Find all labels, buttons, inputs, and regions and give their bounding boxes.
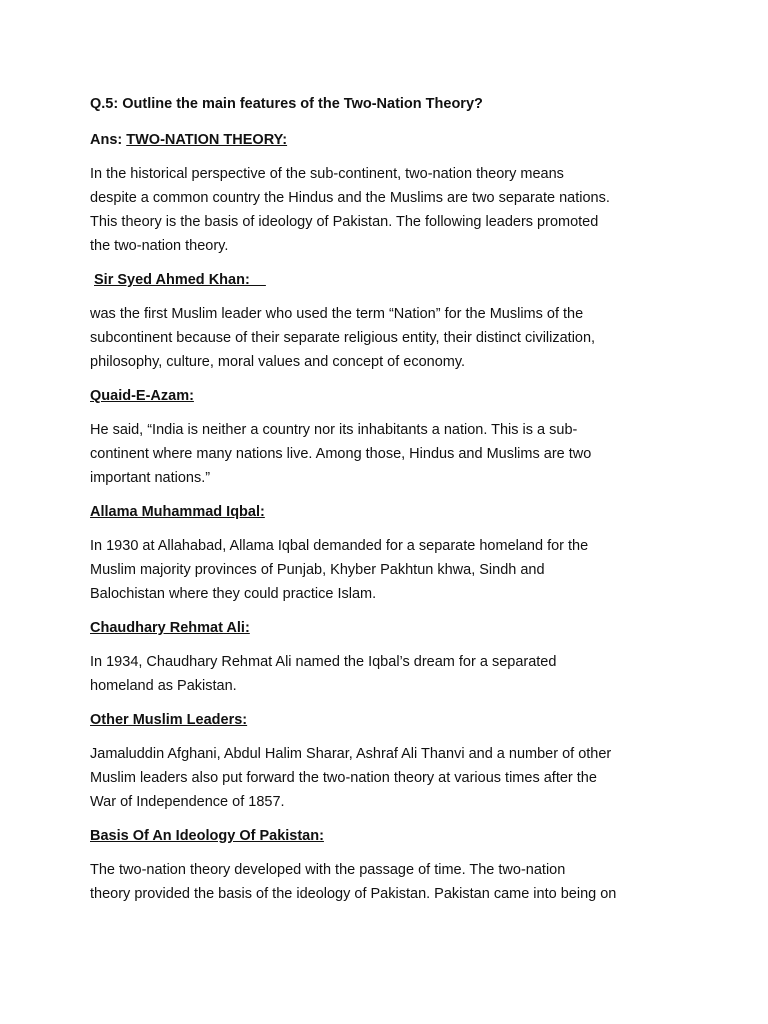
section-text-iqbal: In 1930 at Allahabad, Allama Iqbal demanded for a separate homeland for the Muslim majority provinces of Punjab, Khyber Pakhtun khwa, Sindh and Balochistan where they could practice Islam. <box>90 538 589 602</box>
section-heading-sir-syed: Sir Syed Ahmed Khan: <box>94 272 266 288</box>
section-heading-other-leaders: Other Muslim Leaders: <box>90 712 248 728</box>
section-text-basis: The two-nation theory developed with the passage of time. The two-nation theory provided the basis of the ideology of Pakistan. Pakistan came into being on <box>90 862 617 902</box>
section-text-sir-syed: was the first Muslim leader who used the term “Nation” for the Muslims of the subcontinent because of their separate religious entity, their distinct civilization, philosophy, culture, moral values and concept of economy. <box>90 306 596 370</box>
answer-title: TWO-NATION THEORY: <box>126 132 288 148</box>
section-heading-basis: Basis Of An Ideology Of Pakistan: <box>90 828 324 844</box>
section-text-quaid: He said, “India is neither a country nor its inhabitants a nation. This is a sub- continent where many nations live. Among those, Hindus and Muslims are two important nations.” <box>90 422 592 486</box>
section-heading-iqbal: Allama Muhammad Iqbal: <box>90 504 265 520</box>
section-heading-rehmat-ali: Chaudhary Rehmat Ali: <box>90 620 250 636</box>
answer-heading <box>90 128 680 152</box>
question-heading: Q.5: Outline the main features of the Two-Nation Theory? <box>90 96 483 112</box>
answer-prefix: Ans: <box>90 132 127 148</box>
section-text-other-leaders: Jamaluddin Afghani, Abdul Halim Sharar, Ashraf Ali Thanvi and a number of other Muslim leaders also put forward the two-nation theory at various times after the War of Independence of 1857. <box>90 746 612 810</box>
section-text-rehmat-ali: In 1934, Chaudhary Rehmat Ali named the Iqbal’s dream for a separated homeland as Pakistan. <box>90 654 557 694</box>
section-heading-quaid: Quaid-E-Azam: <box>90 388 194 404</box>
intro-paragraph: In the historical perspective of the sub-continent, two-nation theory means despite a common country the Hindus and the Muslims are two separate nations. This theory is the basis of ideology of Pakistan. The following leaders promoted the two-nation theory. <box>90 166 610 254</box>
